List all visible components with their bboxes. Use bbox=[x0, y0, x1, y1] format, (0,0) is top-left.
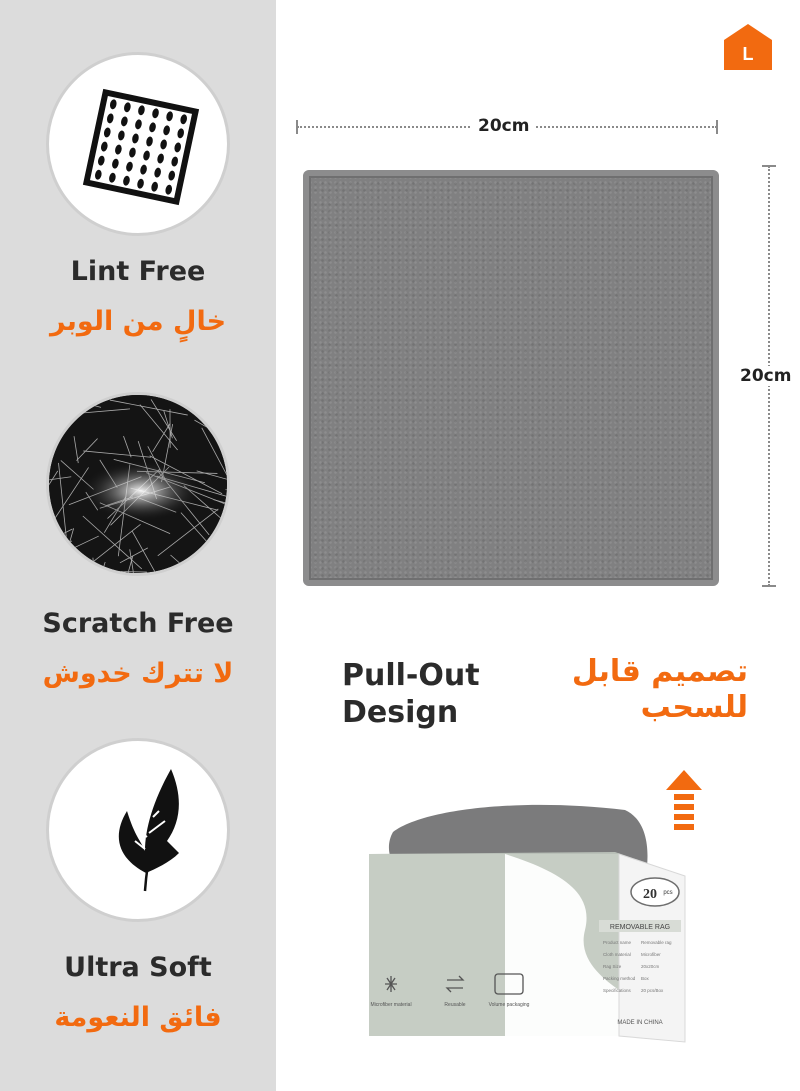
logo-letter: L bbox=[742, 44, 754, 64]
scratch-free-title: Scratch Free bbox=[42, 608, 234, 639]
width-dimension-cap-left bbox=[296, 120, 298, 134]
spec-row-label: Cloth material bbox=[603, 952, 631, 957]
pull-out-arabic-line1: تصميم قابل bbox=[571, 654, 748, 689]
lint-free-arabic: خالٍ من الوبر bbox=[49, 306, 227, 337]
scratch-line bbox=[212, 569, 230, 576]
lint-free-title: Lint Free bbox=[70, 256, 206, 287]
scratch-line bbox=[63, 557, 88, 564]
spec-row-label: Product name bbox=[603, 940, 632, 945]
spec-row-value: Microfiber bbox=[641, 952, 661, 957]
width-dimension-cap-right bbox=[716, 120, 718, 134]
product-box-image bbox=[355, 780, 691, 1050]
pack-count: 20 bbox=[643, 887, 657, 902]
spec-row-value: Box bbox=[641, 976, 649, 981]
height-label: 20cm bbox=[734, 366, 797, 386]
feature-sidebar bbox=[0, 0, 276, 1091]
scratch-line bbox=[226, 507, 230, 548]
pull-out-heading bbox=[342, 657, 480, 731]
pull-out-line1: Pull-Out bbox=[342, 658, 480, 693]
lint-free-icon bbox=[46, 52, 230, 236]
made-in-label: MADE IN CHINA bbox=[617, 1020, 663, 1026]
spec-row-value: Removable rag bbox=[641, 940, 672, 945]
microfiber-towel-image bbox=[303, 170, 719, 586]
pull-out-line2: Design bbox=[342, 695, 459, 730]
pull-out-arabic bbox=[572, 654, 748, 726]
package-icon-caption: Microfiber material bbox=[370, 1002, 412, 1008]
package-icon-caption: Reusable bbox=[444, 1002, 466, 1008]
pack-count-unit: pcs bbox=[663, 890, 673, 896]
spec-row-label: Packing method bbox=[603, 976, 636, 981]
scratch-free-arabic: لا تترك خدوش bbox=[42, 658, 234, 689]
ultra-soft-title: Ultra Soft bbox=[64, 952, 212, 983]
package-label: REMOVABLE RAG bbox=[609, 924, 671, 931]
spec-row-value: 20x20cm bbox=[641, 964, 660, 969]
ultra-soft-arabic: فائق النعومة bbox=[54, 1002, 222, 1033]
spec-row-label: Specifications bbox=[603, 988, 631, 993]
scratch-line bbox=[49, 541, 72, 554]
scratch-line bbox=[83, 573, 133, 576]
brand-logo bbox=[722, 22, 774, 72]
spec-row-label: Rag Size bbox=[603, 964, 622, 969]
scratch-texture-icon bbox=[46, 392, 230, 576]
spec-row-value: 20 pcs/Box bbox=[641, 988, 664, 993]
package-icon-caption: Volume packaging bbox=[488, 1002, 530, 1008]
height-dimension-cap-top bbox=[762, 165, 776, 167]
height-dimension-cap-bottom bbox=[762, 585, 776, 587]
width-label: 20cm bbox=[472, 116, 535, 136]
pull-out-arabic-line2: للسحب bbox=[640, 690, 748, 725]
feather-icon bbox=[46, 738, 230, 922]
